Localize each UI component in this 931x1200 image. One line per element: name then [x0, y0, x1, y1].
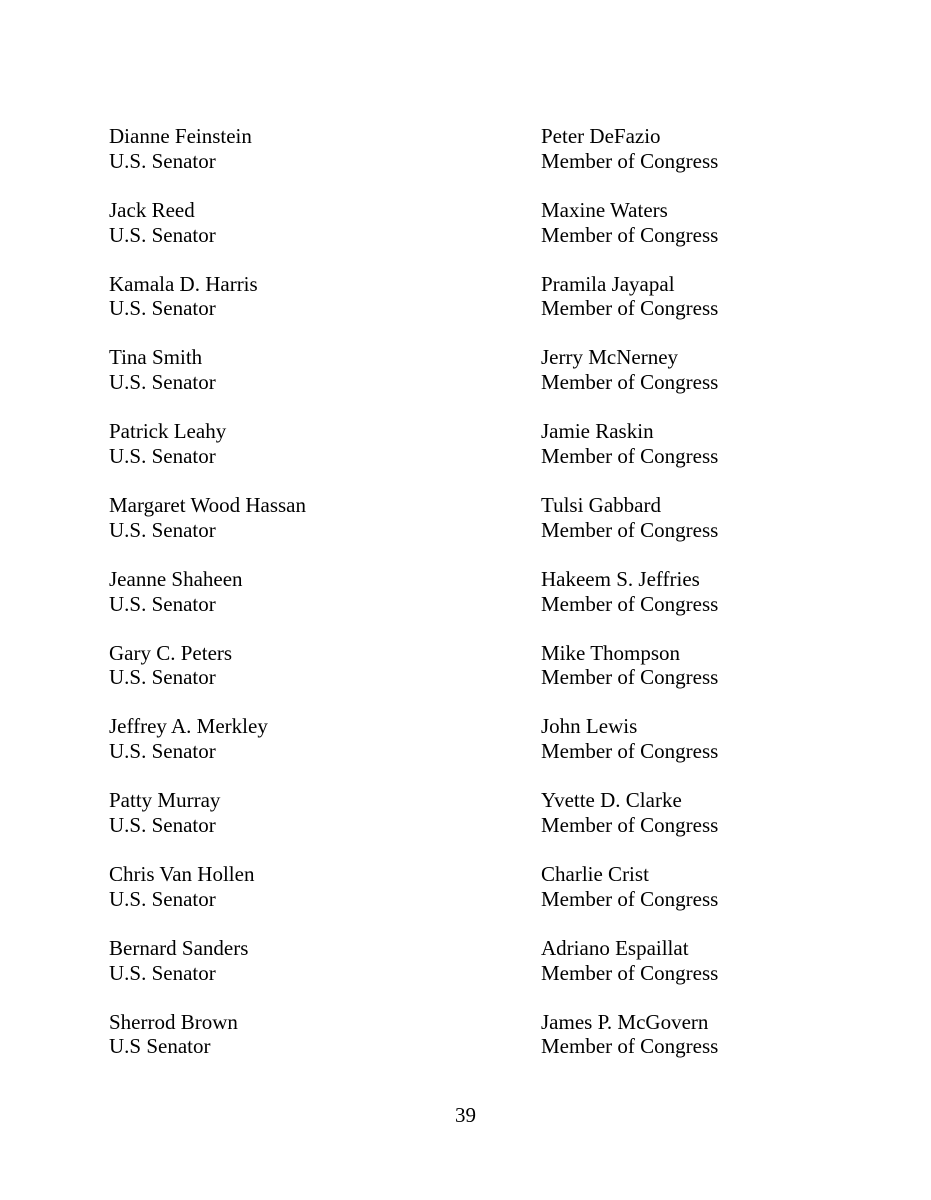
signatory-title: U.S. Senator [109, 443, 216, 468]
signatory-title: U.S. Senator [109, 812, 216, 837]
signatory-name: Patty Murray [109, 788, 221, 813]
signatory-name: Tulsi Gabbard [541, 492, 661, 517]
signatory-title: Member of Congress [541, 222, 719, 247]
signatory-name: Tina Smith [109, 345, 203, 370]
signatory-name: John Lewis [541, 714, 638, 739]
signatory-name: Adriano Espaillat [541, 935, 689, 960]
signatory-title: Member of Congress [541, 296, 719, 321]
signatory-entry [541, 641, 901, 715]
signatory-title: U.S. Senator [109, 665, 216, 690]
signatory-name: Gary C. Peters [109, 640, 233, 665]
signatory-entry [541, 345, 901, 419]
signatory-name: Jack Reed [109, 197, 195, 222]
signatory-name: Mike Thompson [541, 640, 681, 665]
signatory-name: Margaret Wood Hassan [109, 492, 306, 517]
signatory-title: Member of Congress [541, 739, 719, 764]
signatory-entry [541, 862, 901, 936]
signatory-name: Jamie Raskin [541, 419, 654, 444]
signatory-title: Member of Congress [541, 812, 719, 837]
page-number: 39 [455, 1103, 476, 1127]
signatory-entry [541, 198, 901, 272]
signatory-title: Member of Congress [541, 960, 719, 985]
signatory-entry [541, 714, 901, 788]
signatory-title: U.S. Senator [109, 591, 216, 616]
signatory-entry [109, 567, 489, 641]
signatory-title: U.S Senator [109, 1034, 211, 1059]
signatory-entry [541, 567, 901, 641]
signatory-entry [109, 419, 489, 493]
signatory-entry [541, 1010, 901, 1084]
signatory-title: U.S. Senator [109, 370, 216, 395]
signatory-name: Yvette D. Clarke [541, 788, 682, 813]
signatory-entry [109, 272, 489, 346]
signatory-title: Member of Congress [541, 517, 719, 542]
signatory-name: Pramila Jayapal [541, 271, 675, 296]
signatory-entry [109, 936, 489, 1010]
signatory-entry [541, 493, 901, 567]
signatory-name: Jerry McNerney [541, 345, 679, 370]
signatory-entry [541, 936, 901, 1010]
signatory-entry [541, 419, 901, 493]
signatory-title: Member of Congress [541, 370, 719, 395]
signatory-title: U.S. Senator [109, 739, 216, 764]
signatory-name: Hakeem S. Jeffries [541, 566, 700, 591]
signatory-title: Member of Congress [541, 148, 719, 173]
signatory-name: Sherrod Brown [109, 1009, 238, 1034]
signatory-entry [109, 345, 489, 419]
signatory-title: U.S. Senator [109, 886, 216, 911]
signatory-entry [109, 862, 489, 936]
signatory-name: Patrick Leahy [109, 419, 227, 444]
signatory-name: Charlie Crist [541, 861, 649, 886]
signatory-title: Member of Congress [541, 591, 719, 616]
signatory-title: Member of Congress [541, 886, 719, 911]
signatory-name: Chris Van Hollen [109, 861, 255, 886]
signatory-entry [109, 1010, 489, 1084]
signatory-entry [109, 714, 489, 788]
signatory-entry [109, 198, 489, 272]
signatory-entry [541, 272, 901, 346]
signatory-title: Member of Congress [541, 1034, 719, 1059]
signatory-title: Member of Congress [541, 443, 719, 468]
signatory-title: Member of Congress [541, 665, 719, 690]
signatory-entry [541, 788, 901, 862]
signatory-name: Jeanne Shaheen [109, 566, 243, 591]
signatory-title: U.S. Senator [109, 222, 216, 247]
signatory-name: Jeffrey A. Merkley [109, 714, 268, 739]
signatory-name: Dianne Feinstein [109, 124, 252, 148]
signatory-name: Maxine Waters [541, 197, 668, 222]
signatory-name: Peter DeFazio [541, 124, 661, 148]
signatory-title: U.S. Senator [109, 960, 216, 985]
senators-column [109, 124, 489, 1083]
signatory-title: U.S. Senator [109, 296, 216, 321]
representatives-column [541, 124, 901, 1083]
signatory-entry [109, 788, 489, 862]
signatory-name: Kamala D. Harris [109, 271, 258, 296]
signatory-entry [541, 124, 901, 198]
signatory-entry [109, 641, 489, 715]
signatory-title: U.S. Senator [109, 148, 216, 173]
signatory-entry [109, 493, 489, 567]
signatory-entry [109, 124, 489, 198]
signatory-name: Bernard Sanders [109, 935, 249, 960]
signatory-name: James P. McGovern [541, 1009, 709, 1034]
signatory-title: U.S. Senator [109, 517, 216, 542]
